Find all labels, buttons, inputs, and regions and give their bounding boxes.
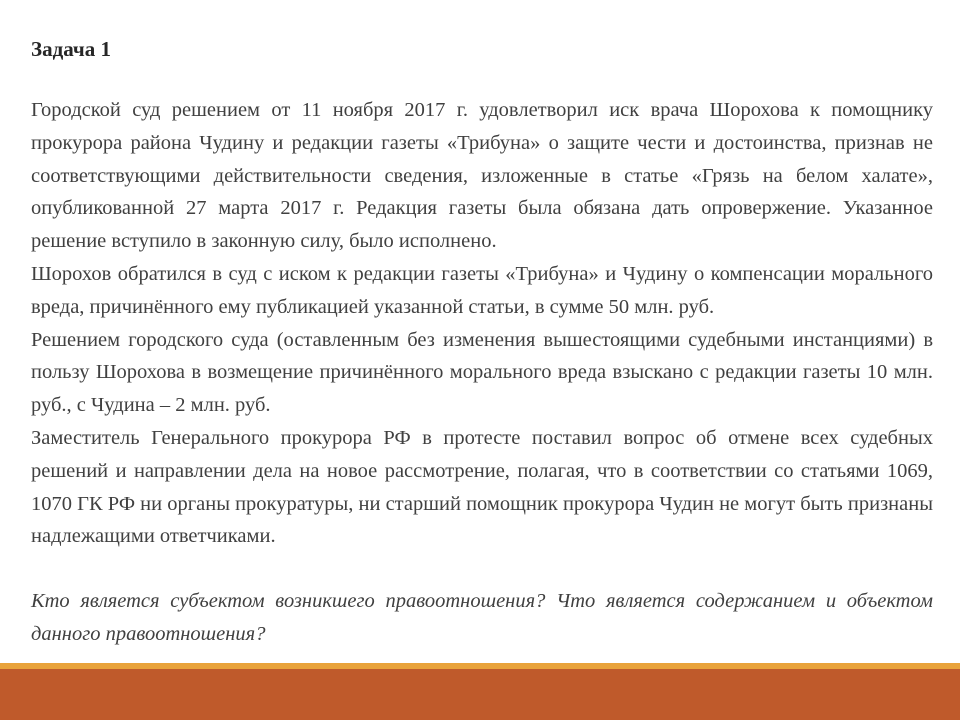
paragraph-3: Решением городского суда (оставленным без изменения вышестоящими судебными инстанциями) в пользу Шорохова в возмещение причинённого морального вреда взыскано с редакции газеты 10 млн. руб., с Чудина – 2 млн. руб. (31, 328, 933, 417)
paragraph-2: Шорохов обратился в суд с иском к редакции газеты «Трибуна» и Чудину о компенсации морального вреда, причинённого ему публикацией указанной статьи, в сумме 50 млн. руб. (31, 262, 933, 318)
slide-content (31, 34, 933, 651)
slide-title: Задача 1 (31, 37, 111, 61)
spacer (31, 64, 933, 94)
paragraph-1: Городской суд решением от 11 ноября 2017 г. удовлетворил иск врача Шорохова к помощнику прокурора района Чудину и редакции газеты «Трибуна» о защите чести и достоинства, признав не соответствующими действительности сведения, изложенные в статье «Грязь на белом халате», опубликованной 27 марта 2017 г. Редакция газеты была обязана дать опровержение. Указанное решение вступило в законную силу, было исполнено. (31, 99, 933, 253)
spacer (31, 553, 933, 585)
footer-bar (0, 669, 960, 720)
task-question: Кто является субъектом возникшего правоотношения? Что является содержанием и объектом данного правоотношения? (31, 590, 933, 645)
paragraph-4: Заместитель Генерального прокурора РФ в протесте поставил вопрос об отмене всех судебных решений и направлении дела на новое рассмотрение, полагая, что в соответствии со статьями 1069, 1070 ГК РФ ни органы прокуратуры, ни старший помощник прокурора Чудин не могут быть признаны надлежащими ответчиками. (31, 426, 933, 548)
